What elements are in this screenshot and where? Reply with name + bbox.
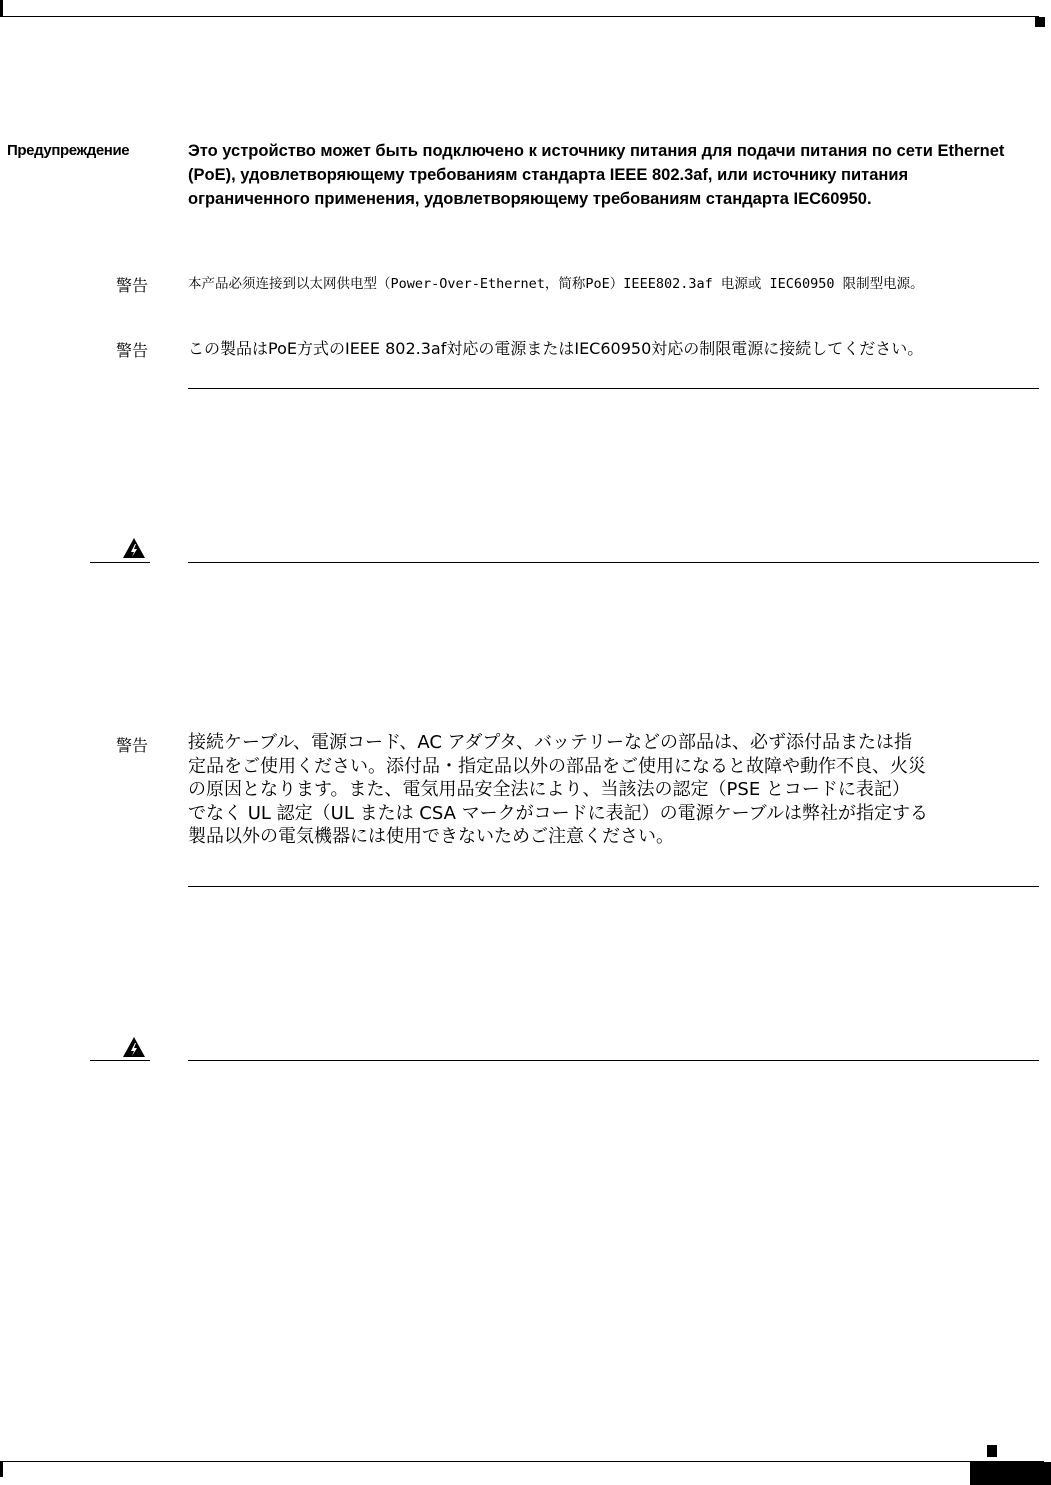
warning-label-cn: 警告 (115, 276, 148, 295)
warning-text-line: の原因となります。また、電気用品安全法により、当該法の認定（PSE とコードに表記） (188, 779, 910, 800)
page-number-tab (970, 1462, 1051, 1485)
bottom-crop-tick (0, 1461, 3, 1477)
warning-label-ru: Предупреждение (7, 142, 130, 159)
section-rule (188, 388, 1039, 389)
icon-rule (90, 562, 150, 563)
warning-triangle-icon (122, 537, 146, 559)
warning-text-line: 製品以外の電気機器には使用できないためご注意ください。 (188, 826, 674, 847)
warning-text-ru: Это устройство может быть подключено к источнику питания для подачи питания по сети Ethernet (PoE), удовлетворяющему требованиям стандарта IEEE 802.3af, или источнику питания ограниченного применения, удовлетворяющему требованиям стандарта IEC60950. (188, 142, 1005, 208)
warning-text-cn: 本产品必须连接到以太网供电型（Power-Over-Ethernet，简称PoE）IEEE802.3af 电源或 IEC60950 限制型电源。 (188, 276, 924, 292)
warning-text-line: 定品をご使用ください。添付品・指定品以外の部品をご使用になると故障や動作不良、火災 (188, 755, 926, 777)
bottom-rule (0, 1461, 1044, 1462)
section-rule (188, 886, 1039, 887)
warning-text-jp1: この製品はPoE方式のIEEE 802.3af対応の電源またはIEC60950対応の制限電源に接続してください。 (188, 339, 924, 358)
section-rule (188, 1060, 1039, 1061)
warning-text-line: 接続ケーブル、電源コード、AC アダプタ、バッテリーなどの部品は、必ず添付品または指 (188, 732, 913, 753)
warning-label-jp2: 警告 (115, 736, 148, 755)
top-rule (0, 16, 1039, 17)
section-rule (188, 562, 1039, 563)
warning-text-jp2 (188, 731, 1018, 849)
icon-rule (90, 1060, 150, 1061)
warning-label-jp1: 警告 (115, 341, 148, 360)
bottom-corner-marker (987, 1445, 997, 1457)
top-crop-tick (0, 0, 3, 16)
top-corner-marker (1035, 17, 1045, 27)
warning-text-line: でなく UL 認定（UL または CSA マークがコードに表記）の電源ケーブルは弊社が指定する (188, 802, 929, 824)
warning-triangle-icon (122, 1036, 146, 1058)
